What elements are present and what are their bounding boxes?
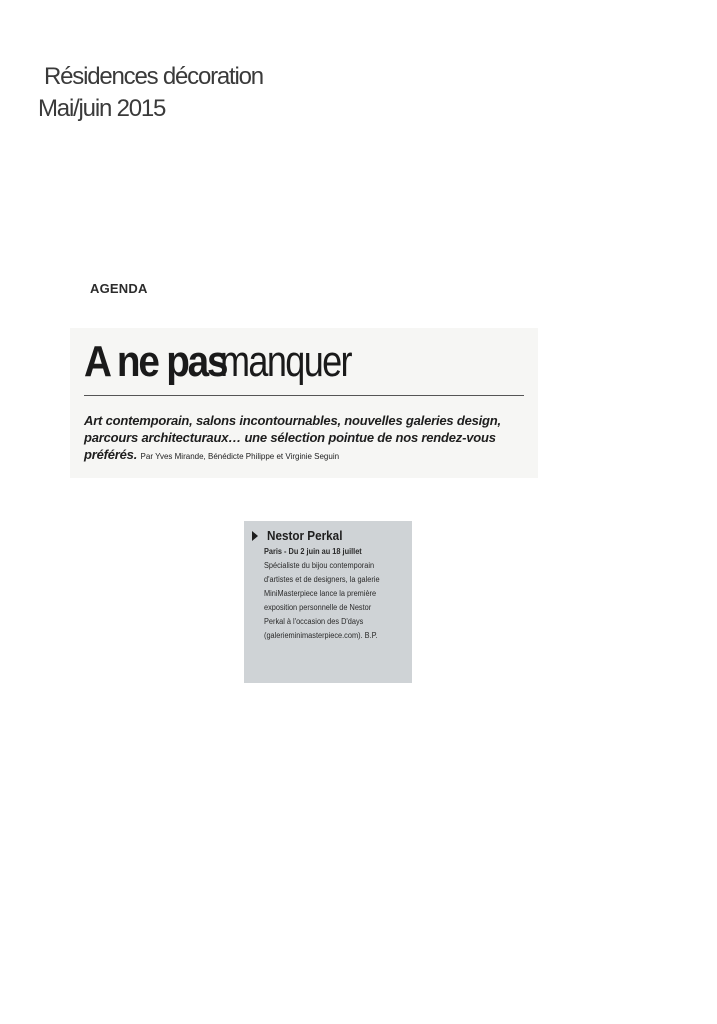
article-line: d'artistes et de designers, la galerie	[264, 575, 380, 584]
article-body	[264, 545, 414, 643]
headline	[84, 332, 380, 402]
article-line: Spécialiste du bijou contemporain	[264, 561, 375, 570]
article-title-row	[252, 527, 351, 545]
headline-light: manquer	[220, 337, 352, 386]
article-title: Nestor Perkal	[267, 528, 343, 544]
article-clipping	[244, 521, 412, 683]
publication-issue: Mai/juin 2015	[38, 95, 166, 122]
divider-rule	[84, 395, 524, 396]
article-line: MiniMasterpiece lance la première	[264, 589, 377, 598]
article-line: exposition personnelle de Nestor	[264, 603, 372, 612]
section-label: AGENDA	[90, 281, 148, 296]
triangle-arrow-icon	[252, 531, 258, 541]
header-clipping	[70, 328, 538, 478]
article-line: Perkal à l'occasion des D'days	[264, 617, 364, 626]
byline: Par Yves Mirande, Bénédicte Philippe et Virginie Seguin	[140, 452, 340, 461]
publication-title: Résidences décoration	[44, 63, 263, 90]
intro-text: Art contemporain, salons incontournables, nouvelles galeries design, parcours architecturaux… une sélection pointue de nos rendez-vous préférés.	[84, 413, 501, 462]
article-line: (galerieminimasterpiece.com). B.P.	[264, 631, 378, 640]
intro-paragraph	[84, 412, 534, 465]
headline-bold: A ne pas	[84, 337, 227, 386]
article-dateline: Paris - Du 2 juin au 18 juillet	[264, 547, 362, 556]
